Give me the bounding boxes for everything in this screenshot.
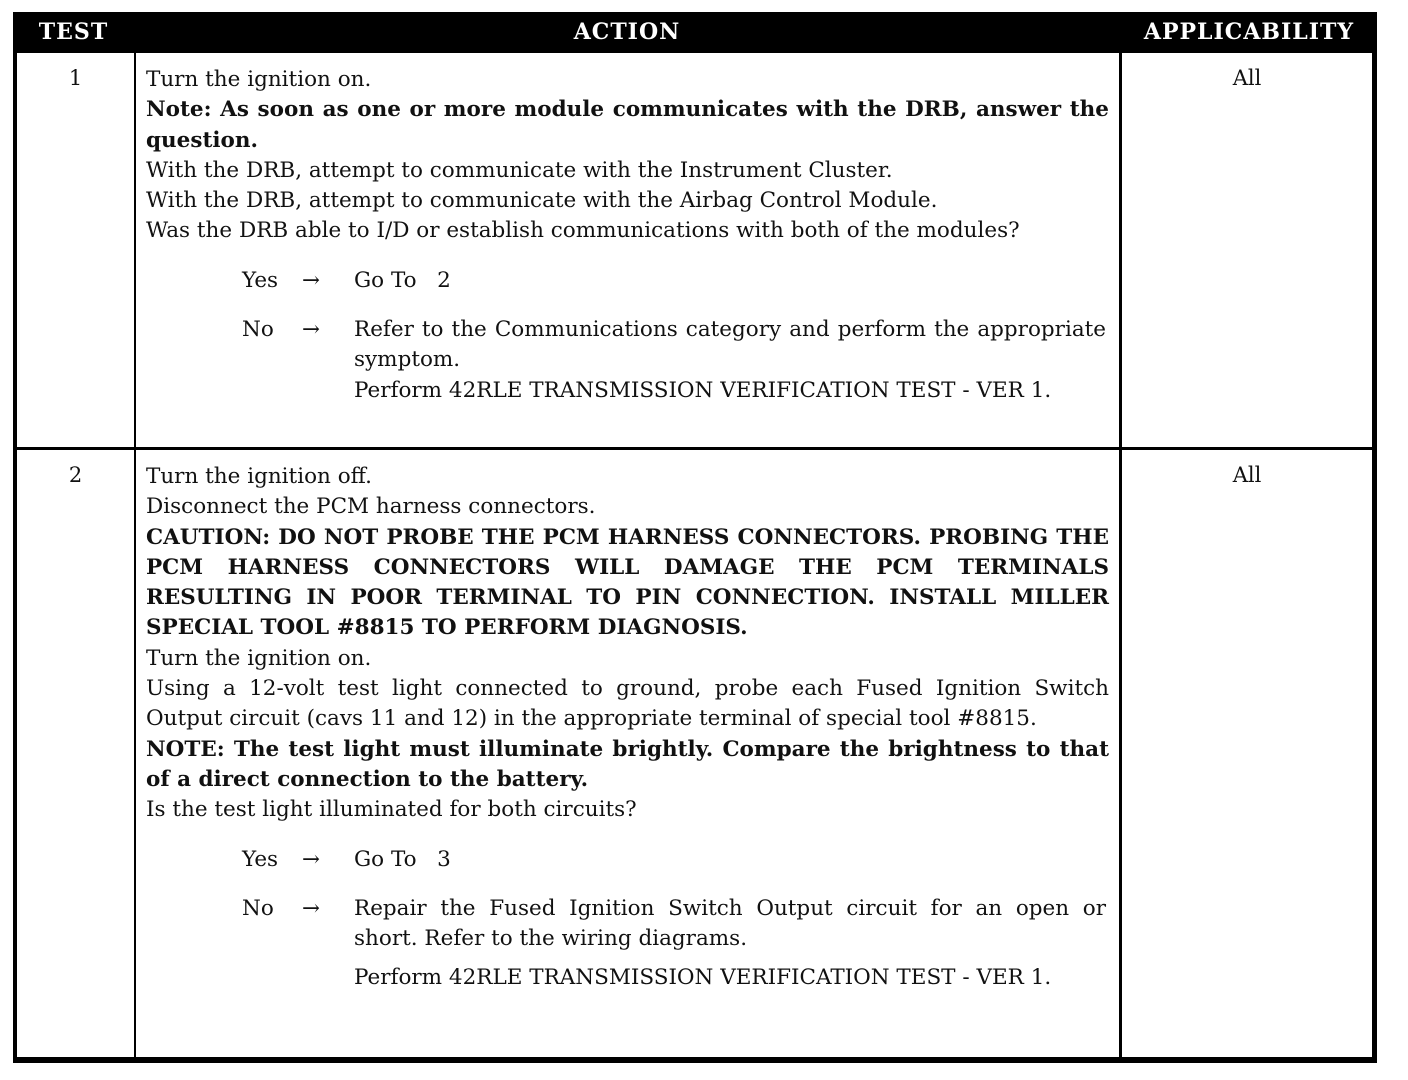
action-note: Note: As soon as one or more module communicates with the DRB, answer the question. [146, 97, 1109, 153]
table-row-test-number: 1 [17, 53, 134, 447]
table-row-action [136, 450, 1119, 1057]
yes-goto: Go To 2 [354, 267, 451, 293]
table-row-applicability: All [1122, 450, 1372, 1057]
table-row-applicability: All [1122, 53, 1372, 447]
table-row-action [136, 53, 1119, 447]
no-option [146, 894, 1109, 994]
action-line: With the DRB, attempt to communicate with the Airbag Control Module. [146, 188, 938, 214]
action-line: With the DRB, attempt to communicate with the Instrument Cluster. [146, 157, 893, 183]
action-caution: CAUTION: DO NOT PROBE THE PCM HARNESS CONNECTORS. PROBING THE PCM HARNESS CONNECTORS WILL DAMAGE THE PCM TERMINALS RESULTING IN POOR TERMINAL TO PIN CONNECTION. INSTALL MILLER SPECIAL TOOL #8815 TO PERFORM DIAGNOSIS. [146, 524, 1109, 641]
action-line: Turn the ignition on. [146, 67, 372, 92]
no-text: Repair the Fused Ignition Switch Output circuit for an open or short. Refer to the wiring diagrams. [354, 895, 1106, 952]
header-applicability: APPLICABILITY [1143, 19, 1355, 45]
action-question: Was the DRB able to I/D or establish communications with both of the modules? [146, 218, 1020, 244]
yes-label: Yes [242, 846, 279, 872]
action-line: Using a 12-volt test light connected to ground, probe each Fused Ignition Switch Output circuit (cavs 11 and 12) in the appropriate terminal of special tool #8815. [146, 676, 1109, 732]
arrow-right-icon: → [302, 895, 321, 921]
diagnostic-table [13, 12, 1377, 1063]
header-action: ACTION [573, 19, 681, 45]
arrow-right-icon: → [302, 846, 321, 872]
action-note: NOTE: The test light must illuminate brightly. Compare the brightness to that of a direct connection to the battery. [146, 736, 1109, 792]
yes-option [146, 845, 1109, 875]
yes-goto: Go To 3 [354, 846, 451, 872]
action-line: Turn the ignition on. [146, 645, 372, 671]
arrow-right-icon: → [302, 267, 321, 293]
action-line: Turn the ignition off. [146, 464, 372, 489]
no-instructions [354, 894, 1106, 994]
action-line: Disconnect the PCM harness connectors. [146, 494, 596, 520]
no-verification: Perform 42RLE TRANSMISSION VERIFICATION TEST - VER 1. [354, 377, 1052, 403]
table-row-test-number: 2 [17, 450, 134, 1057]
no-instructions [354, 315, 1106, 406]
yes-label: Yes [242, 267, 279, 293]
no-verification: Perform 42RLE TRANSMISSION VERIFICATION TEST - VER 1. [354, 965, 1052, 991]
no-text: Refer to the Communications category and perform the appropriate symptom. [354, 317, 1106, 373]
no-option [146, 315, 1109, 406]
action-question: Is the test light illuminated for both circuits? [146, 797, 637, 823]
no-label: No [242, 317, 274, 343]
arrow-right-icon: → [302, 317, 321, 343]
no-label: No [242, 895, 274, 921]
header-test: TEST [38, 19, 109, 45]
yes-option [146, 266, 1109, 296]
